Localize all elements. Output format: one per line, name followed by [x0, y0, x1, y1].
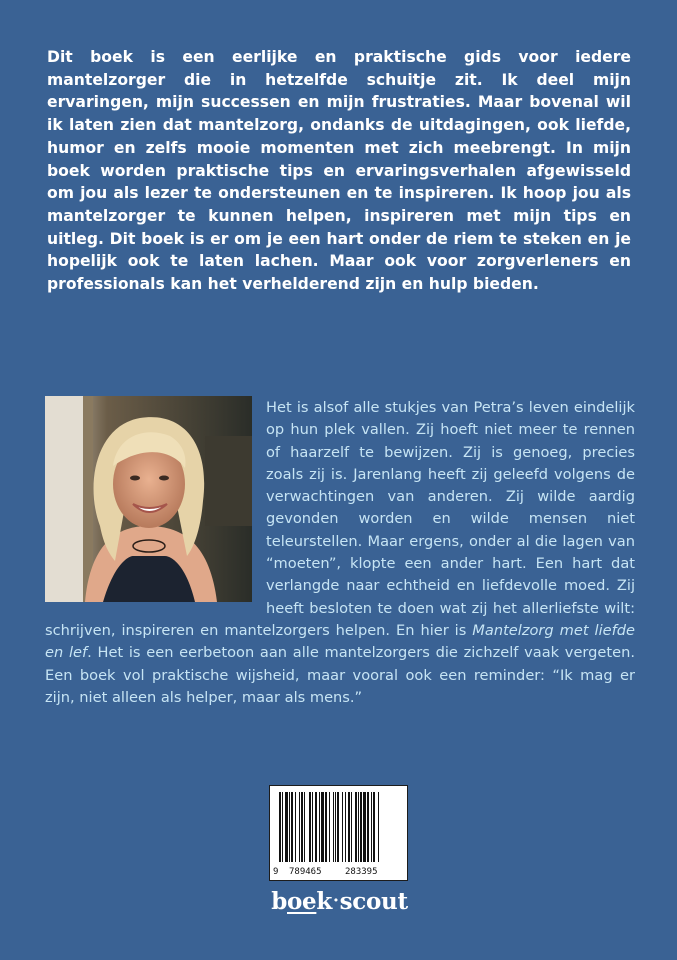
book-title-italic: Mantelzorg met liefde en lef [45, 621, 635, 662]
barcode-digits-left: 789465 [289, 867, 322, 877]
publisher-logo-k: k [316, 888, 333, 915]
publisher-logo-dot: · [333, 891, 339, 911]
publisher-logo [267, 888, 412, 915]
author-photo [45, 396, 252, 602]
back-cover-intro: Dit boek is een eerlijke en praktische gids voor iedere mantelzorger die in hetzelfde schuitje zit. Ik deel mijn ervaringen, mijn successen en mijn frustraties. Maar bovenal wil ik laten zien dat mantelzorg, ondanks de uitdagingen, ook liefde, humor en zelfs mooie momenten met zich meebrengt. In mijn boek worden praktische tips en ervaringsverhalen afgewisseld om jou als lezer te ondersteunen en te inspireren. Ik hoop jou als mantelzorger te kunnen helpen, inspireren met mijn tips en uitleg. Dit boek is er om je een hart onder de riem te steken en je hopelijk ook te laten lachen. Maar ook voor zorgverleners en professionals kan het verhelderend zijn en hulp bieden. [47, 48, 631, 294]
isbn-barcode [269, 785, 408, 881]
publisher-logo-b: b [271, 888, 287, 915]
author-bio-section [45, 396, 635, 709]
barcode-digits-right: 283395 [345, 867, 378, 877]
bio-text-2: . Het is een eerbetoon aan alle mantelzorgers die zichzelf vaak vergeten. Een boek vol praktische wijsheid, maar vooral ook een reminder: “Ik mag er zijn, niet alleen als helper, maar als mens.” [45, 644, 635, 706]
publisher-logo-scout: scout [339, 888, 408, 915]
publisher-logo-oe: oe [287, 888, 317, 915]
bio-text-1: Het is alsof alle stukjes van Petra’s leven eindelijk op hun plek vallen. Zij hoeft niet meer te rennen of haarzelf te bewijzen. Zij is genoeg, precies zoals zij is. Jarenlang heeft zij geleefd volgens de verwachtingen van anderen. Zij wilde aardig gevonden worden en wilde mensen niet teleurstellen. Maar ergens, onder al die lagen van “moeten”, klopte een ander hart. Een hart dat verlangde naar echtheid en liefdevolle moed. Zij heeft besloten te doen wat zij het allerliefste wilt: schrijven, inspireren en mantelzorgers helpen. En hier is [45, 399, 635, 639]
barcode-digit-first: 9 [273, 867, 279, 877]
barcode-bars [277, 792, 402, 862]
